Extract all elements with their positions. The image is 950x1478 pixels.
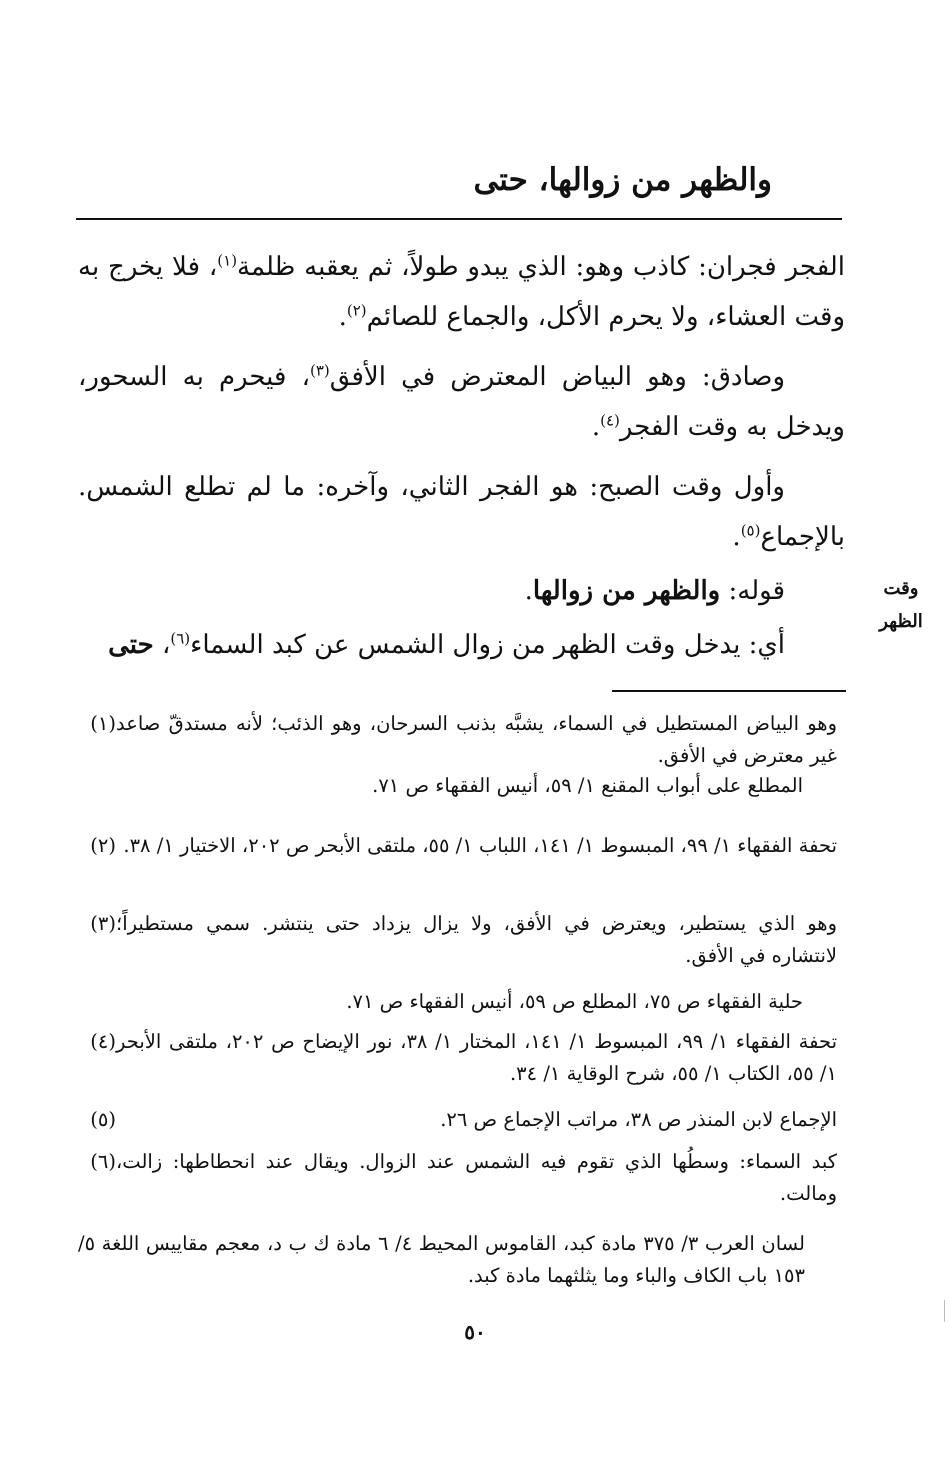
footnote-ref-3[interactable]: (٣): [309, 361, 330, 380]
header-rule: [76, 218, 842, 220]
footnote-5: [78, 1104, 845, 1136]
margin-note-line: الظهر: [879, 611, 923, 632]
footnote-3: [78, 908, 845, 972]
footnote-1: [78, 708, 845, 772]
margin-note-line: وقت: [883, 578, 919, 599]
footnote-text: الإجماع لابن المنذر ص ٣٨، مراتب الإجماع ص ٢٦.: [440, 1108, 837, 1131]
paragraph-fajr-time: [78, 462, 845, 562]
text: قوله:: [720, 576, 785, 606]
footnote-text: وهو الذي يستطير، ويعترض في الأفق، ولا يزال يزداد حتى ينتشر. سمي مستطيراً؛ لانتشاره في الأفق.: [116, 912, 837, 967]
footnote-2: [78, 830, 845, 862]
text: ،: [153, 630, 171, 660]
footnote-ref-1[interactable]: (١): [217, 251, 238, 270]
footnote-ref-4[interactable]: (٤): [600, 411, 620, 430]
footnote-source: لسان العرب ٣/ ٣٧٥ مادة كبد، القاموس المحيط ٤/ ٦ مادة ك ب د، معجم مقاييس اللغة ٥/ ١٥٣ باب الكاف والباء وما يثلثهما مادة كبد.: [78, 1232, 805, 1287]
footnote-text: تحفة الفقهاء ١/ ٩٩، المبسوط ١/ ١٤١، المختار ١/ ٣٨، نور الإيضاح ص ٢٠٢، ملتقى الأبحر ١/ ٥٥، الكتاب ١/ ٥٥، شرح الوقاية ١/ ٣٤.: [116, 1030, 837, 1085]
text: الفجر فجران: كاذب وهو: الذي يبدو طولاً، ثم يعقبه ظلمة: [237, 252, 846, 282]
text: .: [591, 412, 601, 442]
footnote-text: كبد السماء: وسطُها الذي تقوم فيه الشمس عند الزوال. ويقال عند انحطاطها: زالت، ومالت.: [116, 1150, 837, 1205]
footnote-source: المطلع على أبواب المقنع ١/ ٥٩، أنيس الفقهاء ص ٧١.: [372, 774, 803, 797]
text: وأول وقت الصبح: هو الفجر الثاني، وآخره: ما لم تطلع الشمس. بالإجماع: [78, 472, 845, 552]
quoted-text: حتى: [108, 630, 154, 660]
text: ، فلا يخرج به وقت العشاء، ولا يحرم الأكل، والجماع للصائم: [78, 252, 845, 332]
footnote-ref-6[interactable]: (٦): [170, 629, 191, 648]
scan-edge-mark: [944, 1300, 945, 1322]
paragraph-quote: [78, 566, 845, 616]
footnote-text: وهو البياض المستطيل في السماء، يشبَّه بذنب السرحان، وهو الذئب؛ لأنه مستدقّ صاعد غير معترض في الأفق.: [116, 712, 837, 767]
footnote-number: (١): [90, 712, 116, 735]
footnote-ref-5[interactable]: (٥): [740, 521, 761, 540]
footnote-number: (٣): [90, 912, 116, 935]
text: .: [338, 302, 347, 332]
footnote-number: (٦): [90, 1150, 116, 1173]
paragraph-true-dawn: [78, 352, 845, 452]
footnote-source: حلية الفقهاء ص ٧٥، المطلع ص ٥٩، أنيس الفقهاء ص ٧١.: [346, 990, 803, 1013]
text: .: [732, 522, 741, 552]
footnote-4: [78, 1026, 845, 1090]
quoted-text: والظهر من زوالها: [532, 576, 721, 606]
text: ، فيحرم به السحور، ويدخل به وقت الفجر: [78, 362, 845, 442]
paragraph-false-dawn: [78, 242, 845, 342]
running-header: والظهر من زوالها، حتى: [473, 162, 772, 198]
paragraph-dhuhr-time: [78, 620, 845, 670]
footnote-6: [78, 1146, 845, 1210]
footnote-ref-2[interactable]: (٢): [346, 301, 367, 320]
footnote-separator: [612, 690, 846, 692]
text: وصادق: وهو البياض المعترض في الأفق: [329, 362, 785, 392]
text: .: [524, 576, 533, 606]
footnote-number: (٤): [90, 1030, 116, 1053]
page-number: ٥٠: [464, 1320, 486, 1344]
margin-note: [866, 572, 936, 638]
footnote-number: (٢): [90, 834, 116, 857]
footnote-number: (٥): [90, 1108, 116, 1131]
text: أي: يدخل وقت الظهر من زوال الشمس عن كبد السماء: [190, 630, 785, 660]
footnote-text: تحفة الفقهاء ١/ ٩٩، المبسوط ١/ ١٤١، اللباب ١/ ٥٥، ملتقى الأبحر ص ٢٠٢، الاختيار ١/ ٣٨.: [123, 834, 837, 857]
